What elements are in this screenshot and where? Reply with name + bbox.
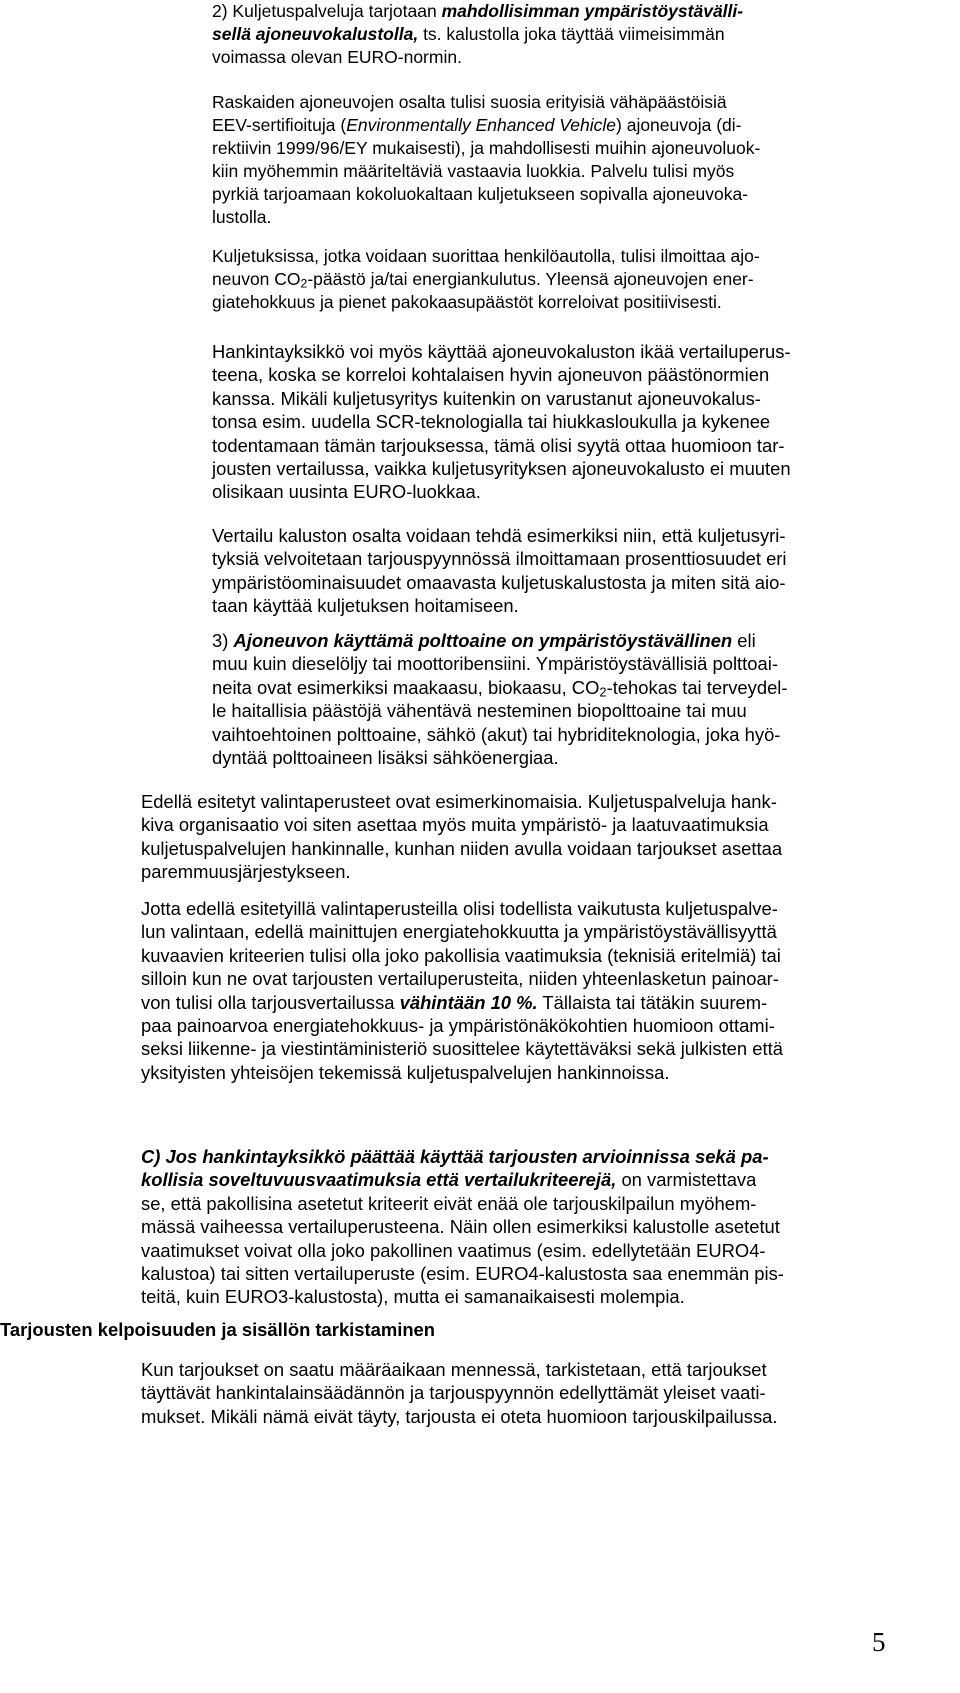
- text-line: kiva organisaatio voi siten asettaa myös muita ympäristö- ja laatuvaatimuksia: [141, 814, 769, 836]
- text-line: EEV-sertifioituja (Environmentally Enhanced Vehicle) ajoneuvoja (di-: [212, 115, 742, 135]
- text-line: pyrkiä tarjoamaan kokoluokaltaan kuljetukseen sopivalla ajoneuvoka-: [212, 184, 749, 204]
- paragraph-heavy-vehicles: [212, 91, 760, 229]
- paragraph-weighting: [141, 897, 783, 1084]
- text-line: Hankintayksikkö voi myös käyttää ajoneuvokaluston ikää vertailuperus-: [212, 341, 791, 362]
- text-line: dyntää polttoaineen lisäksi sähköenergiaa.: [212, 747, 559, 769]
- text-line: C) Jos hankintayksikkö päättää käyttää tarjousten arvioinnissa sekä pa-: [141, 1146, 769, 1167]
- text-line: Edellä esitetyt valintaperusteet ovat esimerkinomaisia. Kuljetuspalveluja hank-: [141, 791, 777, 812]
- paragraph-fleet-comparison: [212, 524, 787, 618]
- text-line: von tulisi olla tarjousvertailussa vähintään 10 %. Tällaista tai tätäkin suurem-: [141, 991, 768, 1013]
- text-line: voimassa olevan EURO-normin.: [212, 47, 462, 67]
- text-line: se, että pakollisina asetetut kriteerit eivät enää ole tarjouskilpailun myöhem-: [141, 1192, 757, 1214]
- paragraph-item3-fuel: [212, 629, 788, 769]
- text-line: taan käyttää kuljetuksen hoitamiseen.: [212, 595, 519, 617]
- text-line: tonsa esim. uudella SCR-teknologialla tai hiukkasloukulla ja kykenee: [212, 411, 771, 433]
- text-line: Jotta edellä esitetyillä valintaperusteilla olisi todellista vaikutusta kuljetuspalve-: [141, 898, 778, 919]
- text-line: ympäristöominaisuudet omaavasta kuljetuskalustosta ja miten sitä aio-: [212, 571, 786, 593]
- text-line: kollisia soveltuvuusvaatimuksia että vertailukriteerejä, on varmistettava: [141, 1169, 757, 1191]
- text-line: paa painoarvoa energiatehokkuus- ja ympäristönäkökohtien huomioon ottami-: [141, 1015, 775, 1037]
- paragraph-item2-intro: [212, 0, 743, 69]
- text-line: 2) Kuljetuspalveluja tarjotaan mahdollisimman ympäristöystävälli-: [212, 1, 744, 21]
- heading-text: Tarjousten kelpoisuuden ja sisällön tarkistaminen: [0, 1319, 436, 1340]
- text-line: le haitallisia päästöjä vähentävä nesteminen biopolttoaine tai muu: [212, 700, 747, 722]
- text-line: rektiivin 1999/96/EY mukaisesti), ja mahdollisesti muihin ajoneuvoluok-: [212, 138, 761, 158]
- text-line: tyksiä velvoitetaan tarjouspyynnössä ilmoittamaan prosenttiosuudet eri: [212, 548, 787, 570]
- paragraph-validity-check: [141, 1358, 777, 1428]
- text-line: sellä ajoneuvokalustolla, ts. kalustolla joka täyttää viimeisimmän: [212, 24, 725, 44]
- text-line: Vertailu kaluston osalta voidaan tehdä esimerkiksi niin, että kuljetusyri-: [212, 525, 786, 546]
- text-line: neuvon $CO_2$-päästö ja/tai energiankulutus. Yleensä ajoneuvojen ener-: [212, 269, 754, 291]
- text-line: muu kuin dieselöljy tai moottoribensiini. Ympäristöystävällisiä polttoai-: [212, 653, 778, 675]
- text-line: yksityisten yhteisöjen tekemissä kuljetuspalvelujen hankinnoissa.: [141, 1061, 670, 1083]
- text-line: Kun tarjoukset on saatu määräaikaan mennessä, tarkistetaan, että tarjoukset: [141, 1359, 767, 1380]
- text-line: vaihtoehtoinen polttoaine, sähkö (akut) tai hybriditeknologia, joka hyö-: [212, 723, 781, 745]
- text-line: todentamaan tämän tarjouksessa, tämä olisi syytä ottaa huomioon tar-: [212, 434, 785, 456]
- section-heading: [0, 1318, 435, 1341]
- page-number: 5: [872, 1627, 886, 1657]
- text-line: seksi liikenne- ja viestintäministeriö suosittelee käytettäväksi sekä julkisten että: [141, 1038, 783, 1060]
- text-line: teena, koska se korreloi kohtalaisen hyvin ajoneuvon päästönormien: [212, 364, 770, 386]
- text-line: lustolla.: [212, 207, 272, 227]
- text-line: olisikaan uusinta EURO-luokkaa.: [212, 481, 481, 503]
- paragraph-section-c: [141, 1145, 784, 1309]
- text-line: neita ovat esimerkiksi maakaasu, biokaasu, $CO_2$-tehokas tai terveydel-: [212, 676, 788, 700]
- text-line: vaatimukset voivat olla joko pakollinen vaatimus (esim. edellytetään EURO4-: [141, 1239, 766, 1261]
- paragraph-fleet-age: [212, 340, 791, 504]
- text-line: kanssa. Mikäli kuljetusyritys kuitenkin on varustanut ajoneuvokalus-: [212, 387, 761, 409]
- text-line: kalustoa) tai sitten vertailuperuste (esim. EURO4-kalustosta saa enemmän pis-: [141, 1263, 784, 1285]
- text-line: giatehokkuus ja pienet pakokaasupäästöt korreloivat positiivisesti.: [212, 292, 722, 312]
- text-line: mässä vaiheessa vertailuperusteena. Näin ollen esimerkiksi kalustolle asetetut: [141, 1216, 780, 1238]
- text-line: täyttävät hankintalainsäädännön ja tarjouspyynnön edellyttämät yleiset vaati-: [141, 1382, 766, 1404]
- text-line: lun valintaan, edellä mainittujen energiatehokkuutta ja ympäristöystävällisyyttä: [141, 921, 777, 943]
- text-line: silloin kun ne ovat tarjousten vertailuperusteita, niiden yhteenlasketun painoar-: [141, 968, 779, 990]
- text-line: 3) Ajoneuvon käyttämä polttoaine on ympäristöystävällinen eli: [212, 630, 756, 651]
- text-line: kiin myöhemmin määriteltäviä vastaavia luokkia. Palvelu tulisi myös: [212, 161, 735, 181]
- text-line: jousten vertailussa, vaikka kuljetusyrityksen ajoneuvokalusto ei muuten: [212, 458, 791, 480]
- text-line: kuvaavien kriteerien tulisi olla joko pakollisia vaatimuksia (teknisiä eritelmiä) tai: [141, 944, 781, 966]
- text-line: Kuljetuksissa, jotka voidaan suorittaa henkilöautolla, tulisi ilmoittaa ajo-: [212, 246, 760, 266]
- paragraph-passenger-car: [212, 245, 760, 314]
- paragraph-examples: [141, 790, 782, 884]
- text-line: teitä, kuin EURO3-kalustosta), mutta ei samanaikaisesti molempia.: [141, 1286, 685, 1308]
- text-line: Raskaiden ajoneuvojen osalta tulisi suosia erityisiä vähäpäästöisiä: [212, 92, 727, 112]
- text-line: mukset. Mikäli nämä eivät täyty, tarjousta ei oteta huomioon tarjouskilpailussa.: [141, 1405, 778, 1427]
- text-line: paremmuusjärjestykseen.: [141, 861, 351, 883]
- text-line: kuljetuspalvelujen hankinnalle, kunhan niiden avulla voidaan tarjoukset asettaa: [141, 837, 783, 859]
